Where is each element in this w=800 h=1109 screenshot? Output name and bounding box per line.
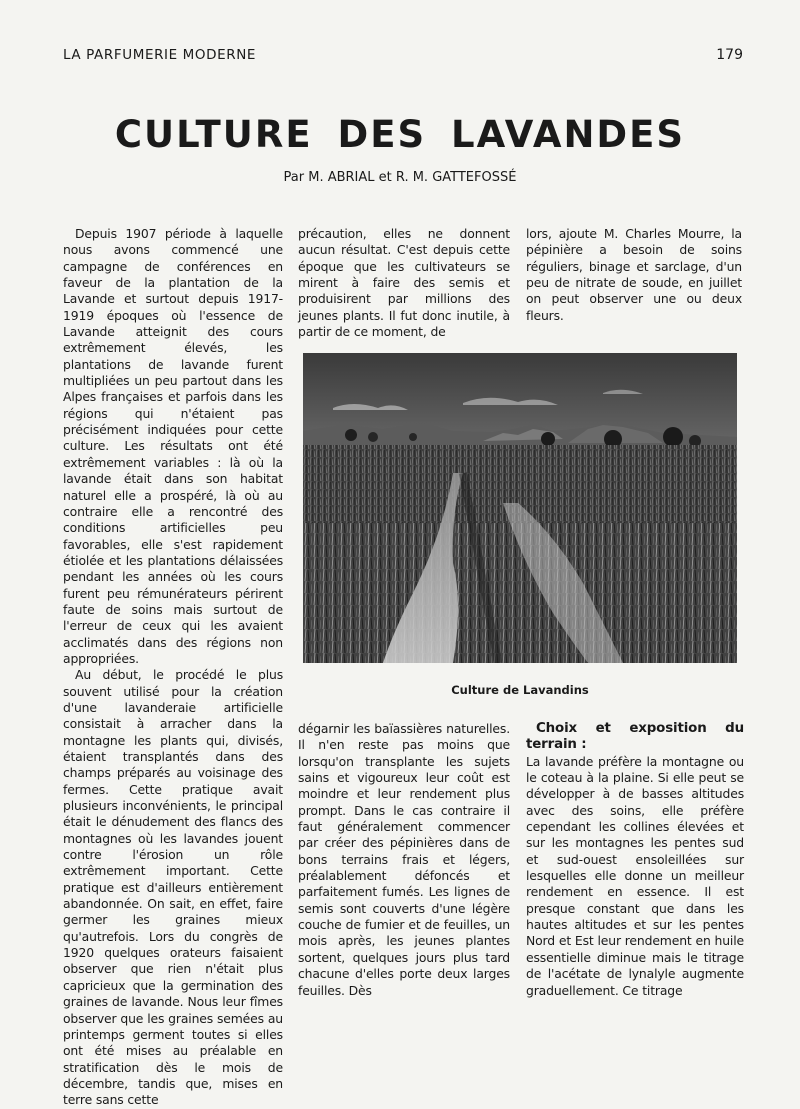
photo-caption: Culture de Lavandins <box>451 683 589 697</box>
article-byline: Par M. ABRIAL et R. M. GATTEFOSSÉ <box>283 170 517 185</box>
paragraph: La lavande préfère la montagne ou le coteau à la plaine. Si elle peut se développer à de basses altitudes avec des soins, elle préfère cependant les collines élevées et sur les montagnes les pentes sud et sud-ouest ensoleillées sur lesquelles elle donne un meilleur rendement en essence. Il est presque constant que dans les hautes altitudes et sur les pentes Nord et Est leur rendement en huile essentielle diminue mais le titrage de l'acétate de lynalyle augmente graduellement. Ce titrage <box>526 753 744 998</box>
right-column-top <box>526 226 742 324</box>
right-column-bottom <box>526 721 744 999</box>
page-number: 179 <box>716 47 743 63</box>
middle-column-bottom <box>298 721 510 999</box>
section-heading: Choix et exposition du terrain : <box>526 721 744 753</box>
middle-column-top <box>298 226 510 340</box>
paragraph: lors, ajoute M. Charles Mourre, la pépinière a besoin de soins réguliers, binage et sarclage, d'un peu de nitrate de soude, en juillet on peut observer une ou deux fleurs. <box>526 226 742 323</box>
left-column <box>63 226 283 1109</box>
paragraph: précaution, elles ne donnent aucun résultat. C'est depuis cette époque que les cultivateurs se mirent à faire des semis et produisirent par millions des jeunes plants. Il fut donc inutile, à partir de ce moment, de <box>298 226 510 340</box>
paragraph: Depuis 1907 période à laquelle nous avons commencé une campagne de conférences en faveur de la plantation de la Lavande et surtout depuis 1917-1919 époques où l'essence de Lavande atteignit des cours extrêmement élevés, les plantations de lavande furent multipliées un peu partout dans les Alpes françaises et parfois dans les régions qui n'étaient pas précisément indiquées pour cette culture. Les résultats ont été extrêmement variables : là où la lavande était dans son habitat naturel elle a prospéré, là où au contraire elle a rencontré des conditions artificielles peu favorables, elle s'est rapidement étiolée et les plantations délaissées pendant les années où les cours furent peu rémunérateurs périrent faute de soins mais surtout de l'erreur de ceux qui les avaient acclimatés dans des régions non appropriées. <box>63 226 283 666</box>
article-title: CULTURE DES LAVANDES <box>114 113 686 156</box>
paragraph: dégarnir les baïassières naturelles. Il n'en reste pas moins que lorsqu'on transplante les sujets sains et vigoureux leur coût est moindre et leur rendement plus prompt. Dans le cas contraire il faut généralement commencer par créer des pépinières dans de bons terrains frais et légers, préalablement défoncés et parfaitement fumés. Les lignes de semis sont couverts d'une légère couche de fumier et de feuilles, un mois après, les jeunes plantes sortent, quelques jours plus tard chacune d'elles porte deux larges feuilles. Dès <box>298 721 510 998</box>
paragraph: Au début, le procédé le plus souvent utilisé pour la création d'une lavanderaie artificielle consistait à arracher dans la montagne les plants qui, divisés, étaient transplantés dans des champs préparés au voisinage des fermes. Cette pratique avait plusieurs inconvénients, le principal était le dénudement des flancs des montagnes où les lavandes jouent contre l'érosion un rôle extrêmement important. Cette pratique est d'ailleurs entièrement abandonnée. On sait, en effet, faire germer les graines mieux qu'autrefois. Lors du congrès de 1920 quelques orateurs faisaient observer que rien n'était plus capricieux que la germination des graines de lavande. Nous leur fîmes observer que les graines semées au printemps germent toutes si elles ont été mises au préalable en stratification dès le mois de décembre, tandis que, mises en terre sans cette <box>63 667 283 1108</box>
running-head: LA PARFUMERIE MODERNE <box>63 47 257 63</box>
lavender-field-photo <box>303 353 737 663</box>
